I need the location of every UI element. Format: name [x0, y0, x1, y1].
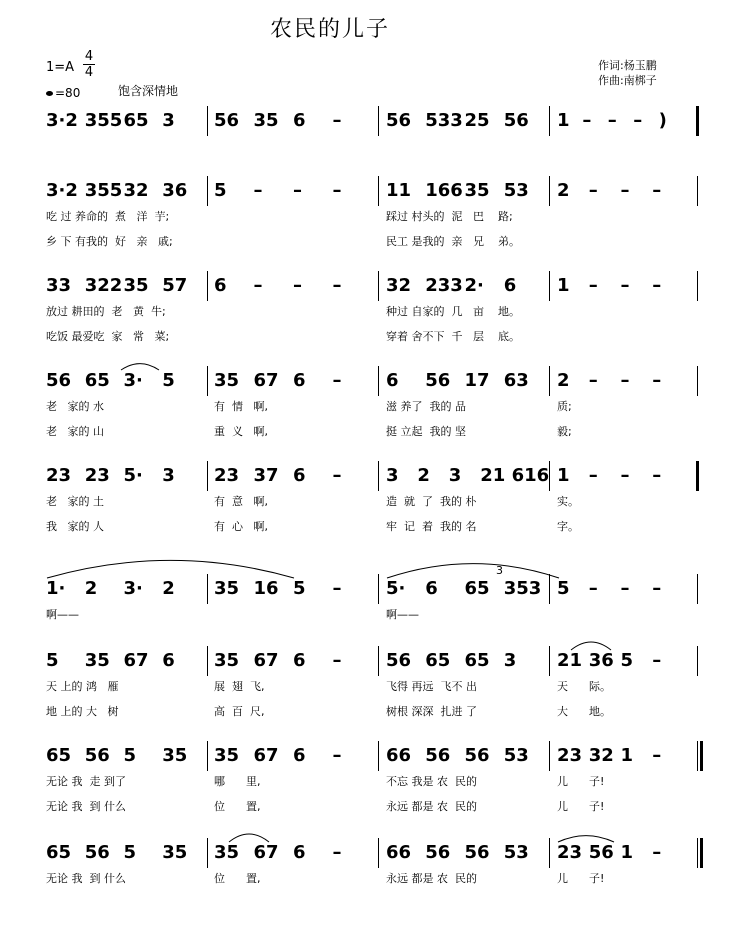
- note-group: 616: [511, 465, 550, 486]
- barline: [549, 646, 550, 676]
- note-group: 1: [557, 275, 570, 296]
- lyric-line: 老 家的 土: [46, 495, 104, 508]
- barline: [207, 838, 208, 868]
- slur-curve: [387, 564, 559, 578]
- lyric-line: 儿 子!: [557, 775, 605, 788]
- note-group: 56: [425, 745, 451, 766]
- barline: [207, 271, 208, 301]
- lyric-line: 大 地。: [557, 705, 611, 718]
- note-group: –: [332, 275, 342, 296]
- note-group: 65: [46, 745, 72, 766]
- note-group: 56: [386, 650, 412, 671]
- note-group: 3: [162, 465, 175, 486]
- note-group: 35: [214, 650, 240, 671]
- note-group: 35: [253, 110, 279, 131]
- note-group: 6: [293, 370, 306, 391]
- note-group: –: [332, 578, 342, 599]
- note-group: 67: [253, 842, 279, 863]
- slur: [386, 560, 560, 580]
- barline: [697, 271, 698, 301]
- note-group: –: [332, 842, 342, 863]
- time-sig-top: 4: [84, 49, 94, 64]
- note-group: 35: [214, 842, 240, 863]
- note-group: 63: [503, 370, 529, 391]
- note-group: –: [652, 842, 662, 863]
- note-group: 56: [425, 842, 451, 863]
- lyric-line: 高 百 尺,: [214, 705, 265, 718]
- note-group: –: [588, 370, 598, 391]
- slur: [120, 362, 160, 372]
- note-group: 35: [214, 370, 240, 391]
- lyric-line: 老 家的 山: [46, 425, 104, 438]
- slur: [557, 834, 615, 844]
- note-group: 6: [293, 650, 306, 671]
- lyric-line: 字。: [557, 520, 579, 533]
- note-group: 322: [84, 275, 123, 296]
- lyric-line: 不忘 我是 农 民的: [386, 775, 477, 788]
- note-group: 5·: [386, 578, 406, 599]
- lyric-line: 吃 过 养命的 煮 洋 芋;: [46, 210, 170, 223]
- barline: [378, 646, 379, 676]
- barline: [549, 271, 550, 301]
- note-group: 3·: [123, 578, 143, 599]
- note-group: 6: [293, 842, 306, 863]
- note-group: 33: [46, 275, 72, 296]
- note-group: 1: [557, 465, 570, 486]
- note-group: 32: [588, 745, 614, 766]
- note-group: 36: [588, 650, 614, 671]
- lyricist: 作词:杨玉鹏: [598, 59, 657, 72]
- note-group: 11: [386, 180, 412, 201]
- note-group: 2: [557, 370, 570, 391]
- note-group: 57: [162, 275, 188, 296]
- lyric-line: 天 上的 鸿 雁: [46, 680, 119, 693]
- note-group: 6: [293, 110, 306, 131]
- note-group: –: [332, 745, 342, 766]
- note-group: 5·: [123, 465, 143, 486]
- barline: [378, 366, 379, 396]
- note-group: 2·: [464, 275, 484, 296]
- slur-curve: [558, 836, 614, 842]
- song-title: 农民的儿子: [269, 17, 390, 42]
- note-group: 5: [123, 745, 137, 766]
- barline: [697, 741, 698, 771]
- lyric-line: 我 家的 人: [46, 520, 104, 533]
- barline: [378, 176, 379, 206]
- slur: [46, 556, 295, 580]
- lyric-line: 儿 子!: [557, 872, 605, 885]
- note-group: –: [332, 180, 342, 201]
- barline: [207, 106, 208, 136]
- lyric-line: 放过 耕田的 老 黄 牛;: [46, 305, 166, 318]
- note-group: 3: [448, 465, 462, 486]
- lyric-line: 穿着 舍不下 千 层 底。: [386, 330, 520, 343]
- lyric-line: 种过 自家的 几 亩 地。: [386, 305, 520, 318]
- lyric-line: 实。: [557, 495, 579, 508]
- lyric-line: 展 翅 飞,: [214, 680, 265, 693]
- note-group: 166: [425, 180, 463, 201]
- note-group: –: [332, 110, 342, 131]
- note-group: –: [253, 275, 263, 296]
- note-group: 35: [214, 578, 240, 599]
- note-group: 2: [417, 465, 430, 486]
- note-group: –: [652, 275, 662, 296]
- note-group: –: [582, 110, 592, 131]
- note-group: 6: [503, 275, 517, 296]
- note-group: –: [652, 370, 662, 391]
- note-group: 53: [503, 180, 529, 201]
- note-group: 56: [84, 745, 110, 766]
- note-group: 56: [46, 370, 72, 391]
- note-group: ): [658, 110, 667, 131]
- note-group: 35: [162, 745, 188, 766]
- lyric-line: 永远 都是 农 民的: [386, 872, 477, 885]
- note-group: 3·2: [46, 180, 78, 201]
- final-barline: [700, 838, 703, 868]
- tempo-value: =80: [55, 86, 81, 100]
- note-group: 65: [123, 110, 149, 131]
- note-group: –: [620, 465, 630, 486]
- note-group: 2: [162, 578, 175, 599]
- note-group: –: [652, 745, 662, 766]
- note-group: –: [607, 110, 617, 131]
- note-group: 1: [557, 110, 570, 131]
- note-group: 1: [620, 745, 634, 766]
- barline: [207, 366, 208, 396]
- note-group: 53: [503, 745, 529, 766]
- note-group: 23: [84, 465, 110, 486]
- barline: [207, 461, 208, 491]
- note-group: 16: [253, 578, 279, 599]
- slur: [570, 640, 612, 652]
- note-group: 2: [84, 578, 98, 599]
- triplet-mark: 3: [496, 564, 503, 577]
- lyric-line: 挺 立起 我的 坚: [386, 425, 466, 438]
- slur-curve: [47, 560, 294, 578]
- note-group: –: [620, 275, 630, 296]
- note-group: 6: [214, 275, 227, 296]
- note-group: 65: [46, 842, 72, 863]
- tempo-marking: [46, 86, 80, 100]
- final-barline: [700, 741, 703, 771]
- note-group: 21: [557, 650, 583, 671]
- note-group: 5: [46, 650, 59, 671]
- lyric-line: 哪 里,: [214, 775, 261, 788]
- lyric-line: 质;: [557, 400, 572, 413]
- note-group: 5: [293, 578, 306, 599]
- credits: [598, 58, 657, 88]
- note-group: 23: [557, 745, 583, 766]
- expression-marking: 饱含深情地: [118, 84, 179, 98]
- time-sig-bottom: 4: [84, 65, 94, 80]
- note-group: 353: [503, 578, 542, 599]
- note-group: 56: [214, 110, 240, 131]
- lyric-line: 位 置,: [214, 872, 261, 885]
- note-group: –: [633, 110, 643, 131]
- lyric-line: 滋 养了 我的 品: [386, 400, 466, 413]
- barline: [378, 574, 379, 604]
- note-group: 32: [386, 275, 412, 296]
- note-group: 35: [84, 650, 110, 671]
- lyric-line: 毅;: [557, 425, 572, 438]
- note-group: 56: [464, 842, 490, 863]
- lyric-line: 民工 是我的 亲 兄 弟。: [386, 235, 520, 248]
- note-group: 35: [123, 275, 149, 296]
- lyric-line: 有 意 啊,: [214, 495, 268, 508]
- note-group: –: [588, 578, 598, 599]
- barline: [549, 176, 550, 206]
- barline: [549, 106, 550, 136]
- lyric-line: 啊——: [46, 608, 79, 621]
- lyric-line: 吃饭 最爱吃 家 常 菜;: [46, 330, 170, 343]
- lyric-line: 乡 下 有我的 好 亲 戚;: [46, 235, 173, 248]
- lyric-line: 无论 我 到 什么: [46, 872, 126, 885]
- note-group: 37: [253, 465, 279, 486]
- note-group: 23: [46, 465, 72, 486]
- note-group: 5: [214, 180, 227, 201]
- note-group: 5: [620, 650, 634, 671]
- note-group: –: [588, 465, 598, 486]
- barline: [549, 461, 550, 491]
- note-group: 65: [464, 650, 490, 671]
- note-group: 67: [123, 650, 149, 671]
- note-group: –: [293, 275, 302, 296]
- barline: [207, 741, 208, 771]
- lyric-line: 有 情 啊,: [214, 400, 268, 413]
- note-group: –: [332, 650, 342, 671]
- note-group: 56: [588, 842, 614, 863]
- barline: [378, 461, 379, 491]
- barline: [549, 366, 550, 396]
- lyric-line: 牢 记 着 我的 名: [386, 520, 477, 533]
- barline: [378, 838, 379, 868]
- note-group: –: [652, 180, 662, 201]
- note-group: 3·: [123, 370, 143, 391]
- note-group: 6: [293, 745, 306, 766]
- note-group: 67: [253, 745, 279, 766]
- note-group: 32: [123, 180, 149, 201]
- note-group: –: [620, 370, 630, 391]
- note-group: 56: [386, 110, 412, 131]
- note-group: 66: [386, 745, 412, 766]
- note-group: –: [293, 180, 302, 201]
- note-group: 65: [464, 578, 490, 599]
- lyric-line: 位 置,: [214, 800, 261, 813]
- note-group: 5: [557, 578, 570, 599]
- note-group: 35: [214, 745, 240, 766]
- note-group: 35: [464, 180, 490, 201]
- note-group: 3·2: [46, 110, 78, 131]
- note-group: 23: [214, 465, 240, 486]
- note-group: –: [620, 180, 630, 201]
- note-group: 67: [253, 370, 279, 391]
- note-group: 56: [425, 370, 451, 391]
- barline: [378, 741, 379, 771]
- lyric-line: 天 际。: [557, 680, 611, 693]
- lyric-line: 永远 都是 农 民的: [386, 800, 477, 813]
- note-group: 355: [84, 180, 123, 201]
- slur-curve: [229, 834, 269, 842]
- note-group: –: [588, 275, 598, 296]
- repeat-barline: [696, 461, 699, 491]
- slur-curve: [121, 364, 159, 370]
- note-group: –: [332, 370, 342, 391]
- note-group: 56: [503, 110, 529, 131]
- lyric-line: 老 家的 水: [46, 400, 104, 413]
- lyric-line: 无论 我 到 什么: [46, 800, 126, 813]
- slur-curve: [571, 642, 611, 650]
- lyric-line: 造 就 了 我的 朴: [386, 495, 477, 508]
- note-group: –: [588, 180, 598, 201]
- slur: [228, 832, 270, 844]
- barline: [697, 574, 698, 604]
- barline: [378, 271, 379, 301]
- note-group: 66: [386, 842, 412, 863]
- lyric-line: 啊——: [386, 608, 419, 621]
- note-group: 17: [464, 370, 490, 391]
- barline: [697, 176, 698, 206]
- note-group: 6: [293, 465, 306, 486]
- quarter-note-icon: [46, 91, 53, 96]
- barline: [207, 176, 208, 206]
- note-group: 6: [425, 578, 438, 599]
- note-group: 56: [464, 745, 490, 766]
- note-group: 65: [84, 370, 110, 391]
- repeat-barline: [696, 106, 699, 136]
- composer: 作曲:南梆子: [598, 74, 657, 87]
- barline: [549, 838, 550, 868]
- barline: [207, 646, 208, 676]
- note-group: 67: [253, 650, 279, 671]
- note-group: 36: [162, 180, 188, 201]
- note-group: –: [652, 650, 662, 671]
- barline: [697, 646, 698, 676]
- note-group: 6: [386, 370, 399, 391]
- lyric-line: 飞得 再远 飞不 出: [386, 680, 477, 693]
- barline: [378, 106, 379, 136]
- note-group: 35: [162, 842, 188, 863]
- note-group: –: [253, 180, 263, 201]
- note-group: 5: [162, 370, 175, 391]
- lyric-line: 踩过 村头的 泥 巴 路;: [386, 210, 513, 223]
- note-group: –: [332, 465, 342, 486]
- note-group: 5: [123, 842, 137, 863]
- note-group: 1: [620, 842, 634, 863]
- key-signature: 1=A: [46, 60, 75, 75]
- note-group: 6: [162, 650, 175, 671]
- note-group: 3: [162, 110, 175, 131]
- barline: [697, 366, 698, 396]
- lyric-line: 重 义 啊,: [214, 425, 268, 438]
- time-signature: [83, 49, 95, 80]
- note-group: 1·: [46, 578, 66, 599]
- note-group: 56: [84, 842, 110, 863]
- lyric-line: 儿 子!: [557, 800, 605, 813]
- barline: [549, 741, 550, 771]
- note-group: 355: [84, 110, 123, 131]
- note-group: 21: [480, 465, 506, 486]
- lyric-line: 地 上的 大 树: [46, 705, 119, 718]
- lyric-line: 有 心 啊,: [214, 520, 268, 533]
- note-group: 233: [425, 275, 463, 296]
- note-group: 533: [425, 110, 463, 131]
- note-group: –: [652, 465, 662, 486]
- barline: [697, 838, 698, 868]
- note-group: 25: [464, 110, 490, 131]
- note-group: 53: [503, 842, 529, 863]
- note-group: 3: [503, 650, 517, 671]
- note-group: 3: [386, 465, 399, 486]
- note-group: –: [652, 578, 662, 599]
- lyric-line: 无论 我 走 到了: [46, 775, 126, 788]
- lyric-line: 树根 深深 扎进 了: [386, 705, 477, 718]
- note-group: 23: [557, 842, 583, 863]
- note-group: 65: [425, 650, 451, 671]
- note-group: –: [620, 578, 630, 599]
- note-group: 2: [557, 180, 570, 201]
